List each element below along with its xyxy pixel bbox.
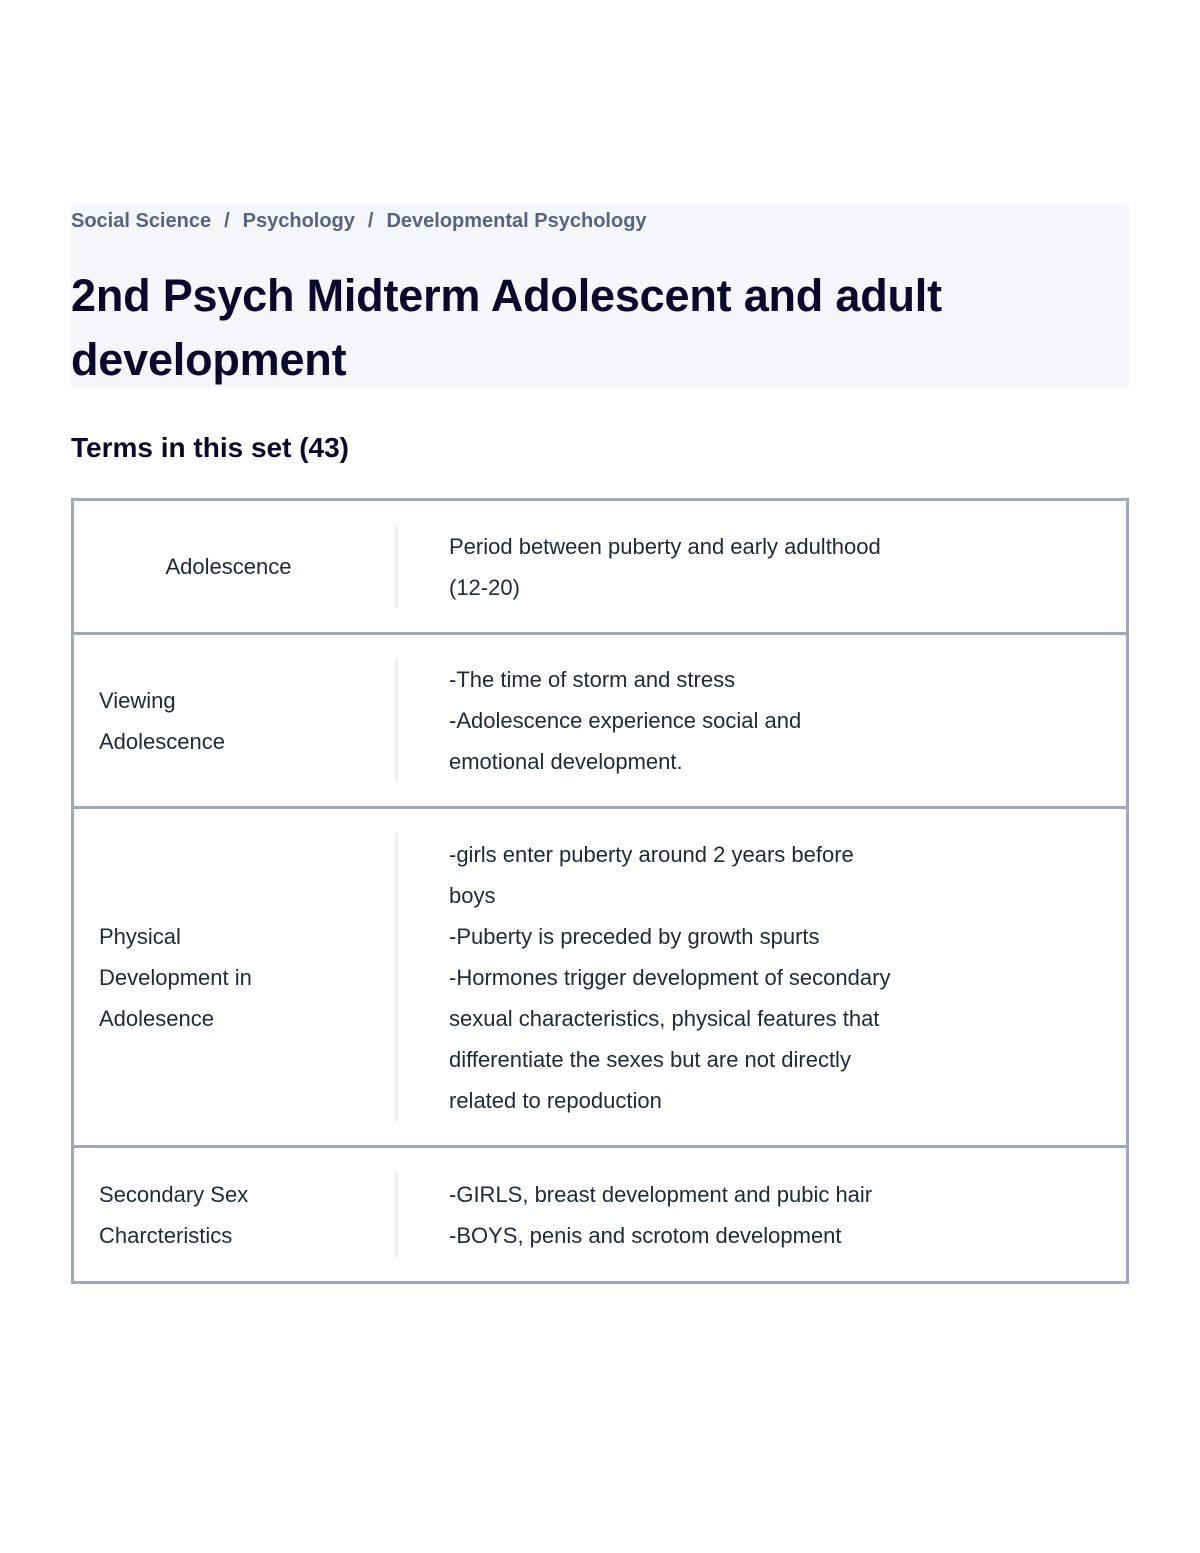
- breadcrumb-link-developmental-psychology[interactable]: Developmental Psychology: [386, 209, 647, 232]
- definition-line: -Puberty is preceded by growth spurts: [449, 923, 820, 949]
- term-row: [71, 1148, 1129, 1284]
- page-title-line: development: [71, 334, 347, 385]
- definition-line: -GIRLS, breast development and pubic hair: [449, 1181, 873, 1207]
- definition-line: (12-20): [449, 574, 520, 600]
- breadcrumb-separator: /: [367, 209, 374, 232]
- term-cell: [74, 635, 395, 806]
- definition-line: Period between puberty and early adulthood: [449, 533, 881, 559]
- definition-line: emotional development.: [449, 749, 683, 774]
- definition-line: -Adolescence experience social and: [449, 708, 802, 733]
- term-text: Secondary Sex: [99, 1181, 249, 1207]
- definition-line: boys: [449, 882, 496, 908]
- definition-line: -The time of storm and stress: [449, 667, 736, 692]
- term-row: [71, 635, 1129, 809]
- definition-line: -BOYS, penis and scrotom development: [449, 1222, 842, 1248]
- term-text: Adolescence: [165, 554, 292, 579]
- term-row: [71, 498, 1129, 635]
- term-cell: [74, 1148, 395, 1281]
- definition-cell: [398, 1148, 1126, 1281]
- definition-cell: [398, 635, 1126, 806]
- term-row: [71, 809, 1129, 1148]
- term-text: Adolesence: [99, 1005, 214, 1031]
- breadcrumb-separator: /: [224, 209, 230, 232]
- term-cell: [74, 501, 395, 632]
- definition-line: related to repoduction: [449, 1087, 662, 1113]
- breadcrumb-link-social-science[interactable]: Social Science: [71, 209, 212, 232]
- definition-line: differentiate the sexes but are not directly: [449, 1046, 851, 1072]
- page-title-line: 2nd Psych Midterm Adolescent and adult: [71, 270, 942, 321]
- definition-cell: [398, 809, 1126, 1145]
- definition-line: -Hormones trigger development of secondary: [449, 964, 891, 990]
- terms-table: [71, 498, 1129, 1284]
- term-text: Viewing: [99, 687, 176, 713]
- definition-line: -girls enter puberty around 2 years before: [449, 841, 854, 867]
- term-text: Physical: [99, 923, 181, 949]
- term-text: Charcteristics: [99, 1222, 233, 1248]
- term-cell: [74, 809, 395, 1145]
- page-title: [71, 264, 1111, 392]
- term-text: Adolescence: [99, 728, 225, 754]
- definition-line: sexual characteristics, physical features that: [449, 1005, 880, 1031]
- definition-cell: [398, 501, 1126, 632]
- breadcrumb-link-psychology[interactable]: Psychology: [242, 209, 355, 232]
- term-text: Development in: [99, 964, 252, 990]
- terms-heading: Terms in this set (43): [71, 432, 350, 463]
- breadcrumb: [71, 207, 647, 235]
